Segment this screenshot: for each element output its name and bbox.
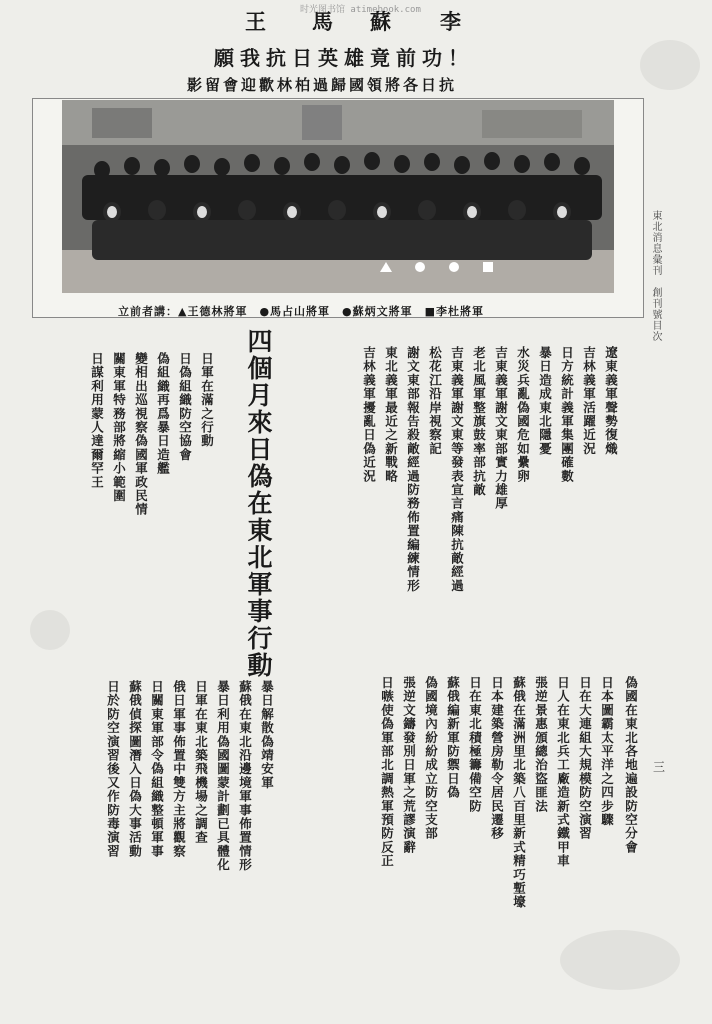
- side-label: 東北消息彙刊 創刊號目次: [650, 210, 661, 342]
- toc-item[interactable]: 張逆景惠頒總治盜匪法: [533, 676, 549, 813]
- toc-item[interactable]: 日於防空演習後又作防毒演習: [105, 680, 121, 859]
- toc-item[interactable]: 蘇俄在滿洲里北築八百里新式精巧塹壕: [511, 676, 527, 909]
- toc-item[interactable]: 日在東北積極籌備空防: [467, 676, 483, 813]
- toc-item[interactable]: 東北義軍最近之新戰略: [383, 346, 399, 483]
- group-photo-image: [62, 100, 614, 293]
- toc-item[interactable]: 謝文東部報告殺敵經過防務佈置編練情形: [405, 346, 421, 593]
- toc-item[interactable]: 日嗾使偽軍部北調熱軍預防反正: [379, 676, 395, 868]
- toc-item[interactable]: 偽國在東北各地遍設防空分會: [623, 676, 639, 855]
- name-li: 李: [440, 9, 463, 34]
- page-title: 願我抗日英雄竟前功！: [214, 46, 474, 70]
- toc-item[interactable]: 日軍在滿之行動: [199, 352, 215, 448]
- toc-item[interactable]: 吉東義軍謝文東部實力雄厚: [493, 346, 509, 511]
- toc-item[interactable]: 日軍在東北築飛機場之調查: [193, 680, 209, 845]
- toc-item[interactable]: 日本圖霸太平洋之四步驟: [599, 676, 615, 827]
- toc-item[interactable]: 偽國境內紛紛成立防空支部: [423, 676, 439, 841]
- page-subtitle: 影留會迎歡林柏過歸國領將各日抗: [187, 76, 458, 94]
- paper-stain: [560, 930, 680, 990]
- toc-item[interactable]: 吉東義軍謝文東等發表宣言痛陳抗敵經過: [449, 346, 465, 593]
- page-number: 三: [653, 760, 666, 774]
- toc-item[interactable]: 蘇俄在東北沿邊境軍事佈置情形: [237, 680, 253, 872]
- group-photo: [62, 100, 614, 293]
- photo-caption: 立前者講：▲王德林將軍 ●馬占山將軍 ●蘇炳文將軍 ■李杜將軍: [118, 305, 485, 318]
- toc-item[interactable]: 日本建築營房勒令居民遷移: [489, 676, 505, 841]
- toc-item[interactable]: 吉林義軍活躍近況: [581, 346, 597, 456]
- toc-item[interactable]: 日人在東北兵工廠造新式鐵甲車: [555, 676, 571, 868]
- toc-item[interactable]: 日在大連組大規模防空演習: [577, 676, 593, 841]
- toc-item[interactable]: 蘇俄偵探圖潛入日偽大事活動: [127, 680, 143, 859]
- toc-item[interactable]: 日關東軍部令偽組織整頓軍事: [149, 680, 165, 859]
- toc-item[interactable]: 吉林義軍擾亂日偽近況: [361, 346, 377, 483]
- toc-item[interactable]: 蘇俄編新軍防禦日偽: [445, 676, 461, 800]
- toc-item[interactable]: 俄日軍事佈置中雙方主將觀察: [171, 680, 187, 859]
- toc-item[interactable]: 張逆文鑄發別日軍之荒謬演辭: [401, 676, 417, 855]
- toc-item[interactable]: 松花江沿岸視察記: [427, 346, 443, 456]
- toc-item[interactable]: 水災兵亂偽國危如纍卵: [515, 346, 531, 483]
- toc-item[interactable]: 日方統計義軍集團確數: [559, 346, 575, 483]
- feature-title: 四個月來日偽在東北軍事行動: [244, 328, 273, 679]
- name-su: 蘇: [370, 9, 393, 34]
- toc-item[interactable]: 關東軍特務部將縮小範圍: [111, 352, 127, 503]
- watermark: 时光图书馆 atimebook.com: [300, 5, 421, 15]
- toc-item[interactable]: 變相出巡視察偽國軍政民情: [133, 352, 149, 517]
- toc-item[interactable]: 暴日解散偽靖安軍: [259, 680, 275, 790]
- name-wang: 王: [245, 9, 268, 34]
- toc-item[interactable]: 老北風軍整旗鼓率部抗敵: [471, 346, 487, 497]
- toc-item[interactable]: 暴日利用偽國圖蒙計劃已具體化: [215, 680, 231, 872]
- toc-item[interactable]: 日謀利用蒙人達爾罕王: [89, 352, 105, 489]
- toc-item[interactable]: 遼東義軍聲勢復熾: [603, 346, 619, 456]
- paper-stain: [640, 40, 700, 90]
- header-names: [0, 6, 712, 34]
- toc-item[interactable]: 暴日造成東北隱憂: [537, 346, 553, 456]
- paper-stain: [30, 610, 70, 650]
- name-ma: 馬: [312, 9, 335, 34]
- toc-item[interactable]: 偽組織再爲暴日造艦: [155, 352, 171, 476]
- toc-item[interactable]: 日偽組織防空協會: [177, 352, 193, 462]
